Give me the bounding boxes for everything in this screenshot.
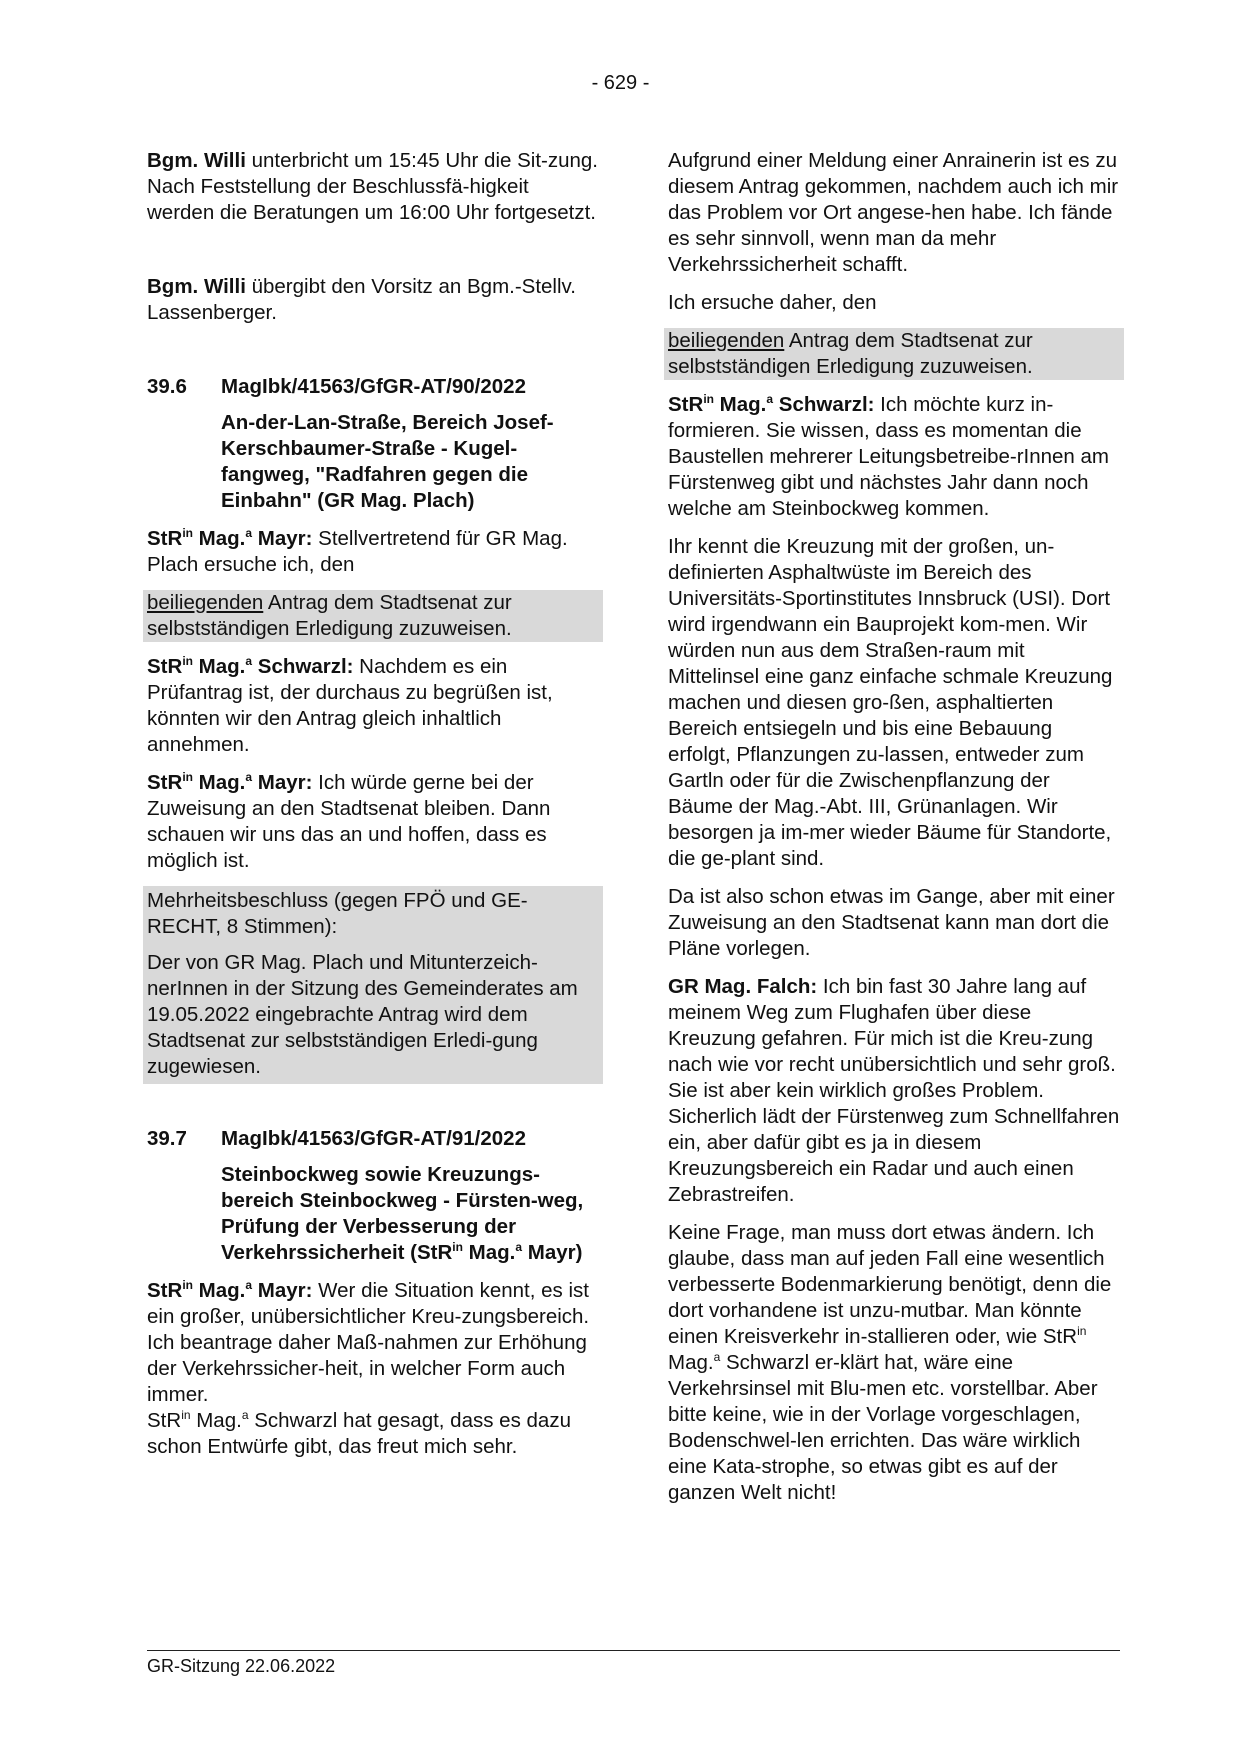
paragraph-text: Keine Frage, man muss dort etwas ändern. Ich glaube, dass man auf jeden Fall eine wesentlich verbesserte Bodenmarkierung benötigt, denn die dort vorhandene ist unzu-mutbar. Man könnte einen Kreisverkehr in-stallieren oder, wie StR$^{in}$ Mag.$^a$ Schwarzl er-klärt hat, wäre eine Verkehrsinsel mit Blu-men etc. vorstellbar. Aber bitte keine, wie in der Vorlage vorgeschlagen, Bodenschwel-len errichten. Das wäre wirklich eine Kata-strophe, so etwas gibt es auf der ganzen Welt nicht! <box>668 1221 1112 1504</box>
speaker: StR$^{in}$ Mag.$^a$ Schwarzl: <box>668 392 875 416</box>
section-heading-39-6 <box>147 374 599 400</box>
section-number: 39.6 <box>147 375 187 398</box>
speaker: StR$^{in}$ Mag.$^a$ Schwarzl: <box>147 654 354 678</box>
paragraph-text: Stellvertretend für GR Mag. Plach ersuche ich, den <box>147 527 568 576</box>
paragraph-text: Ich würde gerne bei der Zuweisung an den Stadtsenat bleiben. Dann schauen wir uns das an und hoffen, dass es möglich ist. <box>147 771 551 872</box>
paragraph-text: Ihr kennt die Kreuzung mit der großen, un-definierten Asphaltwüste im Bereich des Universitäts-Sportinstitutes Innsbruck (USI). Dort wird irgendwann ein Bauprojekt kom-men. Wir würden nun aus dem Straßen-raum mit Mittelinsel eine ganz einfache schmale Kreuzung machen und diesen gro-ßen, asphaltierten Bereich entsiegeln und bis eine Bebauung erfolgt, Pflanzungen zu-lassen, entweder zum Gartln oder für die Zwischenpflanzung der Bäume der Mag.-Abt. III, Grünanlagen. Wir besorgen ja im-mer wieder Bäume für Standorte, die ge-plant sind. <box>668 535 1113 870</box>
speaker: GR Mag. Falch: <box>668 975 818 998</box>
right-column <box>668 148 1120 1518</box>
speaker: StR$^{in}$ Mag.$^a$ Mayr: <box>147 770 313 794</box>
paragraph-text: übergibt den Vorsitz an Bgm.-Stellv. Lassenberger. <box>147 275 576 324</box>
section-heading-39-7 <box>147 1126 599 1152</box>
paragraph-text: Ich möchte kurz in-formieren. Sie wissen, dass es momentan die Baustellen mehrerer Leitungsbetreibe-rInnen am Fürstenweg gibt und nächstes Jahr dann noch welche am Steinbockweg kommen. <box>668 393 1110 520</box>
section-code: MagIbk/41563/GfGR-AT/91/2022 <box>221 1127 526 1150</box>
paragraph-statement <box>668 392 1120 522</box>
motion-request <box>143 590 603 642</box>
resolution-box <box>143 886 603 1084</box>
section-title: An-der-Lan-Straße, Bereich Josef-Kerschbaumer-Straße - Kugel-fangweg, "Radfahren gegen die Einbahn" (GR Mag. Plach) <box>221 411 554 512</box>
speaker: StR$^{in}$ Mag.$^a$ Mayr: <box>147 1278 313 1302</box>
paragraph-text: unterbricht um 15:45 Uhr die Sit-zung. Nach Feststellung der Beschlussfä-higkeit werden die Beratungen um 16:00 Uhr fortgesetzt. <box>147 149 598 224</box>
paragraph-statement <box>147 526 599 578</box>
footer-text: GR-Sitzung 22.06.2022 <box>147 1656 336 1676</box>
paragraph-interruption <box>147 148 599 226</box>
speaker: Bgm. Willi <box>147 275 246 298</box>
speaker: Bgm. Willi <box>147 149 246 172</box>
paragraph-text: Wer die Situation kennt, es ist ein großer, unübersichtlicher Kreu-zungsbereich. Ich beantrage daher Maß-nahmen zur Erhöhung der Verkehrssicher-heit, in welcher Form auch immer. <box>147 1279 590 1406</box>
underlined-word: beiliegenden <box>147 591 264 614</box>
motion-request <box>664 328 1124 380</box>
paragraph-text: Aufgrund einer Meldung einer Anrainerin ist es zu diesem Antrag gekommen, nachdem auch ich mir das Problem vor Ort angese-hen habe. Ich fände es sehr sinnvoll, wenn man da mehr Verkehrssicherheit schafft. <box>668 149 1119 276</box>
paragraph-text: Da ist also schon etwas im Gange, aber mit einer Zuweisung an den Stadtsenat kann man dort die Pläne vorlegen. <box>668 885 1115 960</box>
section-title: Steinbockweg sowie Kreuzungs-bereich Steinbockweg - Fürsten-weg, Prüfung der Verbesserung der Verkehrssicherheit (StR$^{in}$ Mag.$^a$ Mayr) <box>221 1163 584 1264</box>
section-number: 39.7 <box>147 1127 187 1150</box>
motion-text: Antrag dem Stadtsenat zur selbstständigen Erledigung zuzuweisen. <box>147 591 512 640</box>
section-code: MagIbk/41563/GfGR-AT/90/2022 <box>221 375 526 398</box>
paragraph-chair-handover <box>147 274 599 326</box>
paragraph-text: Ich bin fast 30 Jahre lang auf meinem Weg zum Flughafen über diese Kreuzung gefahren. Für mich ist die Kreu-zung nach wie vor recht unübersichtlich und sehr groß. Sie ist aber kein wirklich großes Problem. Sicherlich lädt der Fürstenweg zum Schnellfahren ein, aber dafür gibt es ja in diesem Kreuzungsbereich ein Radar und auch einen Zebrastreifen. <box>668 975 1120 1206</box>
paragraph-statement <box>147 654 599 758</box>
paragraph-statement: StR$^{in}$ Mag.$^a$ Mayr: Wer die Situation kennt, es ist ein großer, unübersichtlicher Kreu-zungsbereich. Ich beantrage daher Maß-nahmen zur Erhöhung der Verkehrssicher-heit, in welcher Form auch immer. StR$^{in}$ Mag.$^a$ Schwarzl hat gesagt, dass es dazu schon Entwürfe gibt, das freut mich sehr. <box>147 1278 590 1458</box>
page-number: - 629 - <box>591 72 650 94</box>
resolution-text: Der von GR Mag. Plach und Mitunterzeich-nerInnen in der Sitzung des Gemeinderates am 19.05.2022 eingebrachte Antrag wird dem Stadtsenat zur selbstständigen Erledi-gung zugewiesen. <box>147 951 578 1078</box>
paragraph-text: Nachdem es ein Prüfantrag ist, der durchaus zu begrüßen ist, könnten wir den Antrag gleich inhaltlich annehmen. <box>147 655 553 756</box>
resolution-vote: Mehrheitsbeschluss (gegen FPÖ und GE-RECHT, 8 Stimmen): <box>147 889 528 938</box>
underlined-word: beiliegenden <box>668 329 785 352</box>
paragraph-statement <box>147 770 599 874</box>
footer-divider <box>147 1650 1120 1651</box>
paragraph-statement <box>668 974 1120 1208</box>
paragraph-text: Ich ersuche daher, den <box>668 291 877 314</box>
left-column <box>147 148 599 1472</box>
speaker: StR$^{in}$ Mag.$^a$ Mayr: <box>147 526 313 550</box>
motion-text: Antrag dem Stadtsenat zur selbstständigen Erledigung zuzuweisen. <box>668 329 1033 378</box>
